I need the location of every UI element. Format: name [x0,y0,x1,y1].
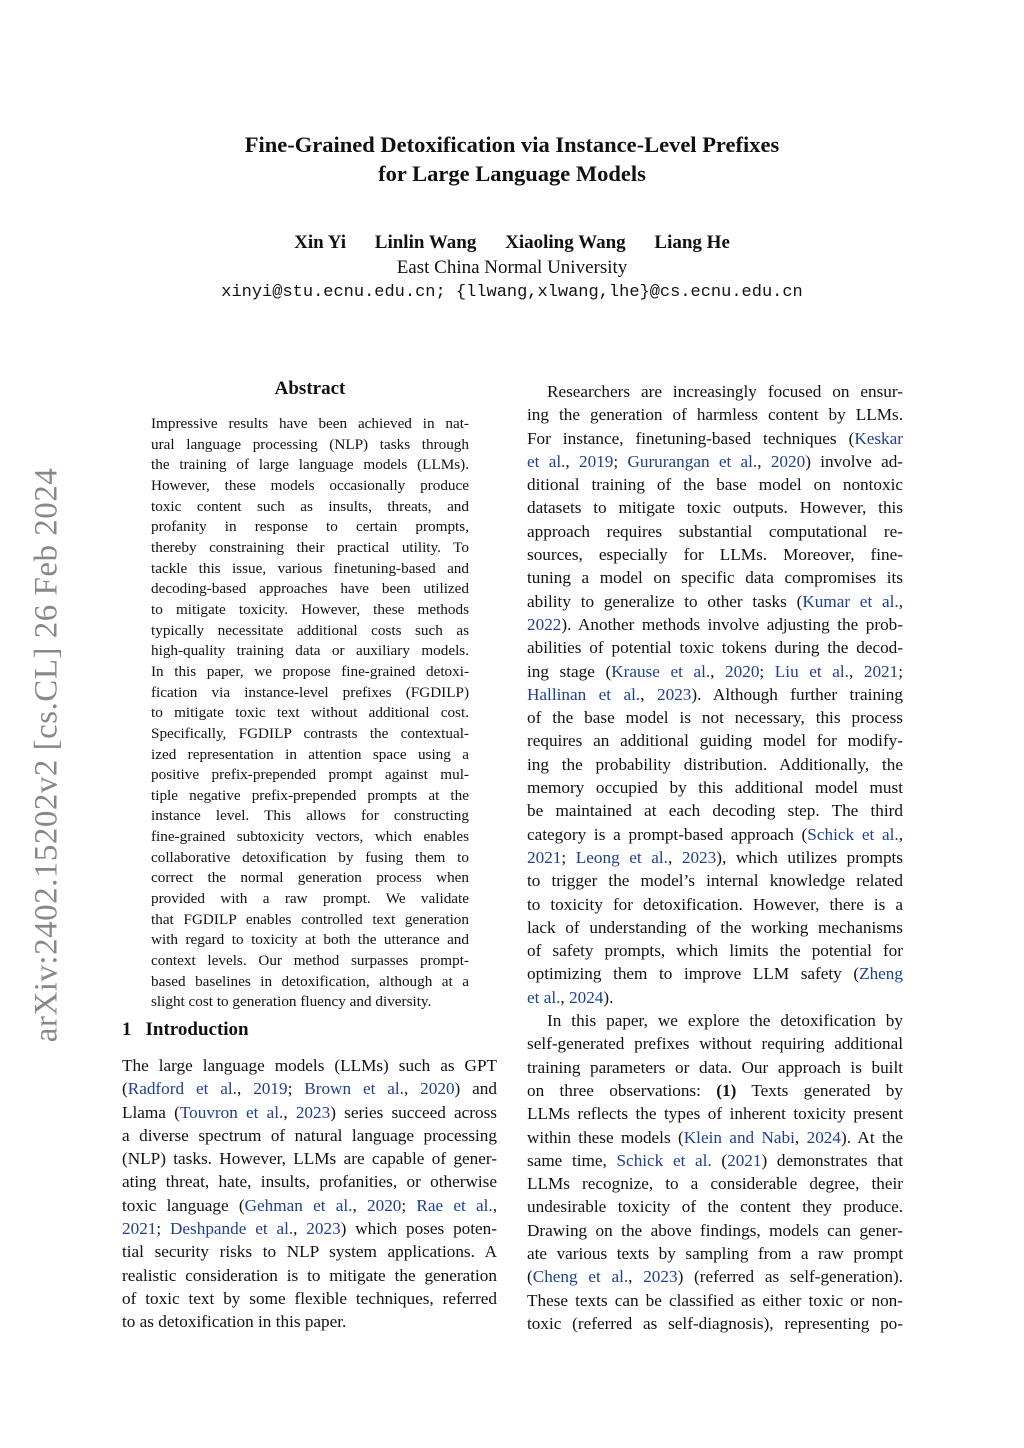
text-run: , [640,684,657,704]
author-names [0,230,1024,255]
text-run: training parameters or data. Our approach is built [527,1057,903,1077]
abstract-line: that FGDILP enables controlled text generation [151,910,469,928]
text-run: on three observations: [527,1080,717,1100]
text-run: , [898,591,903,611]
text-run: , [283,1102,296,1122]
citation-link[interactable]: Krause et al. [611,661,711,681]
body-line [527,1009,903,1032]
citation-link[interactable]: Cheng et al. [532,1267,629,1287]
citation-link[interactable]: 2021 [863,661,899,681]
text-run: , [757,451,771,471]
abstract-line: tiple negative prefix-prepended prompts at the [151,786,469,804]
text-run: In this paper, we explore the detoxification by [547,1011,903,1031]
citation-link[interactable]: 2021 [527,847,562,867]
text-run: ) series succeed across [330,1102,497,1122]
citation-link[interactable]: 2023 [306,1219,341,1239]
author-emails: xinyi@stu.ecnu.edu.cn; {llwang,xlwang,lhe}@cs.ecnu.edu.cn [221,283,803,302]
text-run: , [403,1079,421,1099]
abstract-line: fine-grained subtoxicity vectors, which enables [151,828,469,846]
body-line [527,893,903,916]
text-run: to toxicity for detoxification. However, there is a [527,894,903,914]
abstract-line: However, these models occasionally produce [151,476,469,494]
author-name: Linlin Wang [374,232,477,253]
body-line [527,473,903,496]
citation-link[interactable]: Rae et al. [416,1195,493,1215]
citation-link[interactable]: Gehman et al. [244,1195,353,1215]
abstract-line: context levels. Our method surpasses prompt- [151,952,469,970]
body-line [527,380,903,403]
text-run: ing the generation of harmless content by LLMs. [527,405,903,425]
body-line [527,1172,903,1195]
arxiv-identifier: arXiv:2402.15202v2 [cs.CL] 26 Feb 2024 [28,467,65,1043]
text-run: ; [156,1219,170,1239]
body-line [527,450,903,473]
body-line [527,729,903,752]
text-run: Llama ( [122,1102,180,1122]
body-line [527,1126,903,1149]
abstract-line: ural language processing (NLP) tasks through [151,435,469,453]
text-run: The large language models (LLMs) such as GPT [122,1056,497,1075]
body-line [122,1054,497,1077]
citation-link[interactable]: et al. [527,451,566,471]
abstract-line: high-quality training data or auxiliary models. [151,642,469,660]
body-line [527,1289,903,1312]
text-run: of the base model is not necessary, this process [527,708,903,728]
citation-link[interactable]: Hallinan et al. [527,684,641,704]
text-run: ). [603,987,614,1007]
text-run: , [710,661,726,681]
citation-link[interactable]: Klein and Nabi [683,1127,795,1147]
body-line [122,1147,497,1170]
text-run: ; [759,661,775,681]
abstract-line: typically necessitate additional costs such as [151,621,469,639]
text-run: , [560,987,569,1007]
citation-link[interactable]: Brown et al. [304,1079,404,1099]
body-line [527,520,903,543]
text-run: of safety prompts, which limits the potential for [527,941,903,961]
text-run: to trigger the model’s internal knowledge related [527,871,903,891]
text-run: ing stage ( [527,661,612,681]
text-run: be maintained at each decoding step. The third [527,801,903,821]
author-block [0,230,1024,305]
citation-link[interactable]: 2019 [579,451,614,471]
text-run: datasets to mitigate toxic outputs. However, this [527,498,903,518]
text-run: ( [122,1079,128,1099]
abstract-line: the training of large language models (LLMs). [151,456,469,474]
text-run: , [565,451,579,471]
citation-link[interactable]: Deshpande et al. [170,1219,294,1239]
text-run: requires an additional guiding model for modify- [527,731,903,751]
citation-link[interactable]: 2020 [770,451,806,471]
abstract-line: Impressive results have been achieved in nat- [151,415,469,432]
text-run: , [848,661,864,681]
citation-link[interactable]: 2024 [569,987,604,1007]
body-line [527,636,903,659]
text-run: , [293,1219,307,1239]
text-run: For instance, finetuning-based techniques ( [527,428,855,448]
text-run: tial security risks to NLP system applications. A [122,1242,497,1262]
text-run: same time, [527,1150,617,1170]
section-heading-introduction [122,1019,249,1041]
text-run: ) and [454,1079,497,1099]
citation-link[interactable]: 2023 [295,1102,331,1122]
abstract-line: to mitigate toxic text without additional cost. [151,704,469,722]
body-line [527,1242,903,1265]
citation-link[interactable]: 2020 [367,1195,402,1215]
text-run: ) demonstrates that [761,1150,903,1170]
citation-link[interactable]: Leong et al. [575,847,668,867]
introduction-left-column [122,1054,497,1334]
text-run: These texts can be classified as either toxic or non- [527,1290,903,1310]
text-run: ) which poses poten- [340,1219,497,1239]
body-line [527,823,903,846]
abstract-heading: Abstract [274,378,346,399]
body-line [527,1265,903,1288]
body-line [527,1079,903,1102]
body-line [527,776,903,799]
text-run: realistic consideration is to mitigate the generation [122,1265,497,1285]
body-line [527,846,903,869]
body-line [527,869,903,892]
text-run: ability to generalize to other tasks ( [527,591,803,611]
emphasis-text: (1) [716,1080,737,1100]
text-run: category is a prompt-based approach ( [527,824,808,844]
affiliation: East China Normal University [396,257,628,278]
abstract-line: thereby constraining their practical utility. To [151,538,469,556]
text-run: (NLP) tasks. However, LLMs are capable of gener- [122,1149,497,1169]
citation-link[interactable]: 2022 [527,614,562,634]
text-run: ; [613,451,628,471]
text-run: Drawing on the above findings, models can gener- [527,1220,903,1240]
arxiv-sidebar-stamp [22,455,72,1055]
abstract-line: instance level. This allows for constructing [151,807,469,825]
citation-link[interactable]: 2021 [122,1219,157,1239]
citation-link[interactable]: et al. [527,987,561,1007]
body-line [527,613,903,636]
author-name: Liang He [654,232,730,253]
citation-link[interactable]: Schick et al. [807,824,899,844]
text-run: abilities of potential toxic tokens during the decod- [527,638,903,658]
body-line [527,427,903,450]
text-run: ditional training of the base model on nontoxic [527,475,903,495]
abstract-line: provided with a raw prompt. We validate [151,890,469,908]
citation-link[interactable]: 2023 [681,847,717,867]
body-line [527,962,903,985]
abstract-line: positive prefix-prepended prompt against mul- [151,766,469,784]
abstract-line: toxic content such as insults, threats, and [151,497,469,515]
body-line [527,753,903,776]
body-line [527,799,903,822]
text-run: ) involve ad- [805,451,904,471]
body-line [527,1219,903,1242]
citation-link[interactable]: Zheng [859,964,903,984]
citation-link[interactable]: Keskar [854,428,903,448]
text-run: ; [401,1195,417,1215]
section-title: Introduction [145,1019,249,1040]
text-run: LLMs reflects the types of inherent toxicity present [527,1104,903,1124]
citation-link[interactable]: Touvron et al. [179,1102,284,1122]
body-line [122,1124,497,1147]
citation-link[interactable]: 2020 [725,661,760,681]
citation-link[interactable]: Schick et al. [616,1150,712,1170]
body-line [527,566,903,589]
text-run: self-generated prefixes without requiring additional [527,1034,903,1054]
text-run: toxic (referred as self-diagnosis), representing po- [527,1313,903,1333]
text-run: toxic language ( [122,1195,245,1215]
author-name: Xin Yi [294,232,347,253]
body-line [122,1240,497,1263]
text-run: , [628,1267,644,1287]
body-line [527,986,903,1009]
text-run: memory occupied by this additional model must [527,778,903,798]
text-run: , [667,847,682,867]
abstract-line: based baselines in detoxification, although at a [151,972,469,990]
abstract-line: slight cost to generation fluency and diversity. [151,993,432,1011]
body-line [527,1195,903,1218]
text-run: ing the probability distribution. Additionally, the [527,754,903,774]
body-line [527,939,903,962]
text-run: ; [561,847,576,867]
abstract-line: tackle this issue, various finetuning-based and [151,559,469,577]
text-run: of toxic text by some flexible techniques, referred [122,1288,497,1308]
text-run: within these models ( [527,1127,684,1147]
text-run: , [794,1127,807,1147]
text-run: ( [527,1267,533,1287]
body-line [527,1149,903,1172]
body-line [122,1310,497,1333]
citation-link[interactable]: 2020 [420,1079,455,1099]
abstract-line: ized representation in attention space using a [151,745,469,763]
abstract-line: In this paper, we propose fine-grained detoxi- [151,662,469,680]
text-run: to as detoxification in this paper. [122,1312,347,1332]
citation-link[interactable]: 2023 [643,1267,678,1287]
citation-link[interactable]: Kumar et al. [802,591,899,611]
abstract-line: correct the normal generation process when [151,869,469,887]
text-run: ). Although further training [691,684,903,704]
body-line [122,1287,497,1310]
text-run: , [236,1079,254,1099]
abstract-line: collaborative detoxification by fusing them to [151,848,469,866]
text-run: , [352,1195,367,1215]
text-run: ) (referred as self-generation). [677,1267,903,1287]
body-line [527,660,903,683]
text-run: ). At the [840,1127,903,1147]
body-line [122,1264,497,1287]
body-line [122,1077,497,1100]
text-run: undesirable toxicity of the content they produce. [527,1197,903,1217]
abstract-line: Specifically, FGDILP contrasts the contextual- [151,724,469,742]
body-line [527,1032,903,1055]
abstract-line: profanity in response to certain prompts, [151,518,469,536]
text-run: sources, especially for LLMs. Moreover, fine- [527,545,903,565]
paper-title [0,130,1024,188]
author-name: Xiaoling Wang [505,232,626,253]
abstract-line: to mitigate toxicity. However, these methods [151,600,469,618]
body-line [527,590,903,613]
body-line [122,1101,497,1124]
title-line-1: Fine-Grained Detoxification via Instance-Level Prefixes [244,132,780,157]
body-line [122,1170,497,1193]
text-run: tuning a model on specific data compromises its [527,568,903,588]
body-line [527,403,903,426]
body-line [527,1102,903,1125]
body-line [527,1312,903,1335]
text-run: , [898,824,903,844]
abstract-line: decoding-based approaches have been utilized [151,580,469,598]
text-run: ), which utilizes prompts [716,847,903,867]
citation-link[interactable]: 2021 [727,1150,762,1170]
abstract-line: with regard to toxicity at both the utterance and [151,931,469,949]
text-run: ). Another methods involve adjusting the prob- [561,614,903,634]
citation-link[interactable]: 2024 [806,1127,841,1147]
body-line [527,1056,903,1079]
text-run: a diverse spectrum of natural language processing [122,1125,497,1145]
citation-link[interactable]: Radford et al. [127,1079,237,1099]
text-run: ; [898,661,903,681]
body-line [527,543,903,566]
body-line [527,916,903,939]
text-run: ; [287,1079,305,1099]
body-line [527,706,903,729]
citation-link[interactable]: 2019 [253,1079,288,1099]
body-line [122,1194,497,1217]
text-run: Texts generated by [736,1080,903,1100]
body-line [527,683,903,706]
introduction-right-column [527,380,903,1335]
text-run: ating threat, hate, insults, profanities, or otherwise [122,1172,497,1192]
citation-link[interactable]: Liu et al. [774,661,849,681]
text-run: approach requires substantial computational re- [527,521,903,541]
citation-link[interactable]: Gururangan et al. [627,451,758,471]
text-run: , [492,1195,498,1215]
abstract-body [151,414,469,1013]
text-run: ate various texts by sampling from a raw prompt [527,1243,903,1263]
text-run: lack of understanding of the working mechanisms [527,917,903,937]
text-run: Researchers are increasingly focused on ensur- [547,382,903,401]
text-run: ( [711,1150,728,1170]
text-run: LLMs recognize, to a considerable degree, their [527,1174,903,1194]
title-line-2: for Large Language Models [378,161,646,186]
abstract-line: fication via instance-level prefixes (FGDILP) [151,683,469,701]
citation-link[interactable]: 2023 [657,684,692,704]
text-run: optimizing them to improve LLM safety ( [527,964,860,984]
body-line [122,1217,497,1240]
section-number: 1 [122,1019,132,1040]
body-line [527,496,903,519]
